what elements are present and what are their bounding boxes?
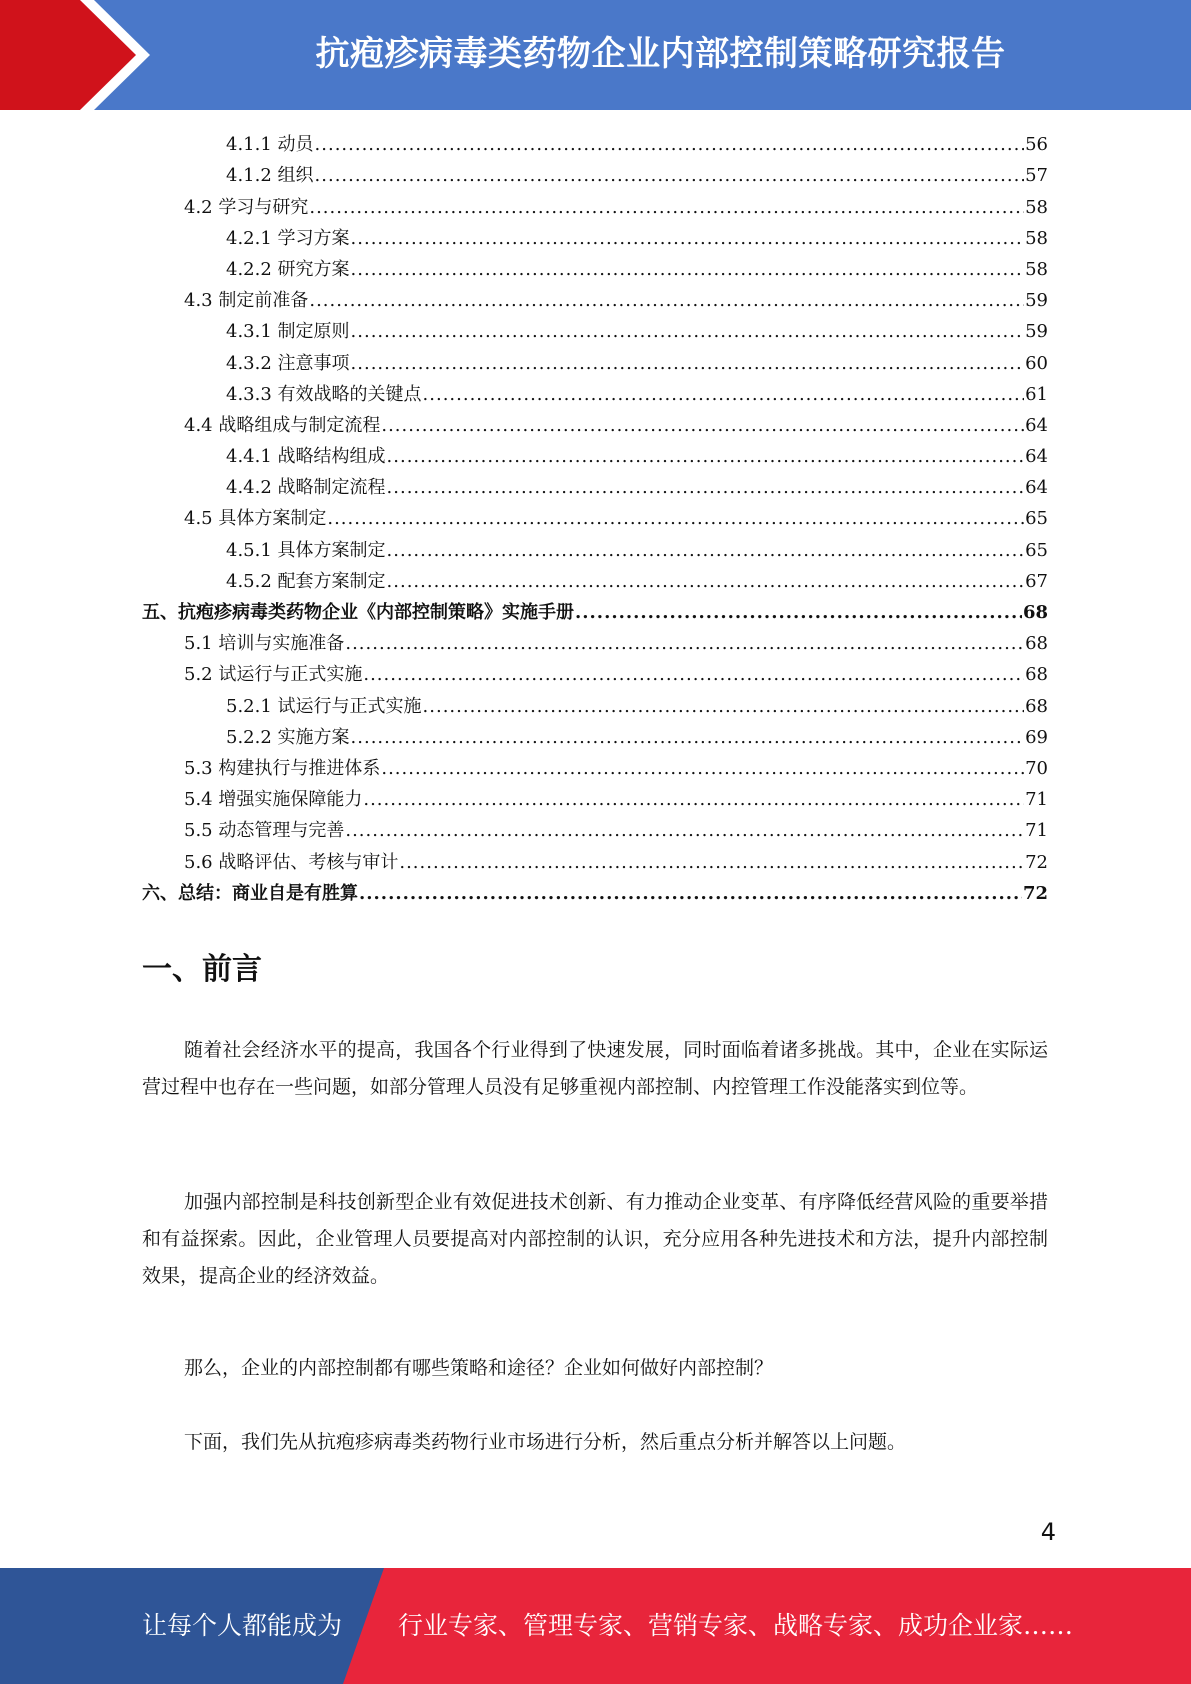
toc-entry[interactable] xyxy=(142,222,1048,253)
footer-slogan-left: 让每个人都能成为 xyxy=(142,1611,343,1640)
toc-entry[interactable] xyxy=(142,502,1048,533)
toc-leader-dots xyxy=(359,883,1022,905)
toc-entry[interactable] xyxy=(142,627,1048,658)
toc-entry-page: 67 xyxy=(1025,570,1048,592)
intro-paragraph-4: 下面，我们先从抗疱疹病毒类药物行业市场进行分析，然后重点分析并解答以上问题。 xyxy=(184,1431,907,1453)
toc-leader-dots xyxy=(351,321,1025,343)
toc-leader-dots xyxy=(315,165,1025,187)
page-header xyxy=(0,0,1191,110)
toc-entry[interactable] xyxy=(142,658,1048,689)
toc-entry-label: 4.2.1 学习方案 xyxy=(226,227,350,249)
toc-entry-label: 5.2.2 实施方案 xyxy=(226,726,350,748)
toc-entry-label: 5.3 构建执行与推进体系 xyxy=(184,757,381,779)
toc-entry[interactable] xyxy=(142,284,1048,315)
toc-entry-page: 72 xyxy=(1025,851,1048,873)
section-heading: 一、前言 xyxy=(142,952,262,987)
toc-entry[interactable] xyxy=(142,877,1048,908)
toc-entry-page: 59 xyxy=(1025,290,1048,312)
toc-entry-page: 58 xyxy=(1025,196,1048,218)
toc-leader-dots xyxy=(399,852,1024,874)
toc-leader-dots xyxy=(309,290,1024,312)
toc-entry-label: 5.1 培训与实施准备 xyxy=(184,633,345,655)
toc-leader-dots xyxy=(351,259,1025,281)
toc-entry-page: 64 xyxy=(1025,446,1048,468)
intro-paragraph-1: 随着社会经济水平的提高，我国各个行业得到了快速发展，同时面临着诸多挑战。其中，企业在实际运营过程中也存在一些问题，如部分管理人员没有足够重视内部控制、内控管理工作没能落实到位等。 xyxy=(142,1039,1048,1098)
toc-entry[interactable] xyxy=(142,565,1048,596)
toc-leader-dots xyxy=(387,571,1025,593)
toc-entry-page: 64 xyxy=(1025,414,1048,436)
toc-leader-dots xyxy=(423,696,1025,718)
toc-entry[interactable] xyxy=(142,471,1048,502)
toc-leader-dots xyxy=(387,446,1025,468)
toc-entry-label: 六、总结：商业自是有胜算 xyxy=(142,882,358,904)
toc-leader-dots xyxy=(351,353,1025,375)
toc-leader-dots xyxy=(381,415,1024,437)
toc-leader-dots xyxy=(363,789,1024,811)
toc-entry[interactable] xyxy=(142,315,1048,346)
toc-entry[interactable] xyxy=(142,845,1048,876)
toc-entry-label: 5.2.1 试运行与正式实施 xyxy=(226,695,422,717)
table-of-contents xyxy=(142,128,1048,908)
toc-entry-page: 59 xyxy=(1025,321,1048,343)
toc-entry-label: 4.3.3 有效战略的关键点 xyxy=(226,383,422,405)
toc-leader-dots xyxy=(387,540,1025,562)
toc-leader-dots xyxy=(423,384,1025,406)
toc-entry-page: 71 xyxy=(1025,820,1048,842)
toc-entry[interactable] xyxy=(142,190,1048,221)
toc-entry-label: 五、抗疱疹病毒类药物企业《内部控制策略》实施手册 xyxy=(142,602,574,623)
page-footer xyxy=(0,1568,1191,1684)
toc-entry-label: 4.1.1 动员 xyxy=(226,134,314,156)
toc-entry[interactable] xyxy=(142,253,1048,284)
toc-entry-label: 4.2.2 研究方案 xyxy=(226,258,350,280)
toc-entry[interactable] xyxy=(142,689,1048,720)
toc-entry[interactable] xyxy=(142,752,1048,783)
toc-entry-label: 4.5.1 具体方案制定 xyxy=(226,539,386,561)
toc-entry[interactable] xyxy=(142,128,1048,159)
toc-entry-page: 60 xyxy=(1025,352,1048,374)
toc-entry-label: 4.3 制定前准备 xyxy=(184,290,309,312)
toc-entry-page: 71 xyxy=(1025,789,1048,811)
toc-entry-label: 4.4.2 战略制定流程 xyxy=(226,477,386,499)
toc-leader-dots xyxy=(309,197,1024,219)
toc-entry[interactable] xyxy=(142,814,1048,845)
page-number: 4 xyxy=(1040,1518,1056,1546)
toc-leader-dots xyxy=(381,758,1024,780)
toc-leader-dots xyxy=(351,727,1025,749)
toc-entry-label: 4.4 战略组成与制定流程 xyxy=(184,414,381,436)
toc-entry-label: 5.2 试运行与正式实施 xyxy=(184,664,363,686)
toc-entry-page: 57 xyxy=(1025,165,1048,187)
toc-entry-label: 5.6 战略评估、考核与审计 xyxy=(184,851,399,873)
intro-paragraph-3: 那么，企业的内部控制都有哪些策略和途径？企业如何做好内部控制？ xyxy=(184,1357,774,1379)
toc-entry-page: 64 xyxy=(1025,477,1048,499)
toc-entry-page: 68 xyxy=(1022,602,1048,623)
toc-entry-page: 58 xyxy=(1025,227,1048,249)
footer-slogan-right: 行业专家、管理专家、营销专家、战略专家、成功企业家…… xyxy=(398,1611,1074,1640)
toc-entry[interactable] xyxy=(142,378,1048,409)
toc-entry[interactable] xyxy=(142,783,1048,814)
toc-entry-page: 65 xyxy=(1025,508,1048,530)
toc-entry-page: 69 xyxy=(1025,726,1048,748)
toc-entry[interactable] xyxy=(142,721,1048,752)
toc-entry[interactable] xyxy=(142,533,1048,564)
toc-leader-dots xyxy=(575,602,1022,624)
toc-entry-page: 72 xyxy=(1022,882,1048,904)
toc-entry-page: 68 xyxy=(1025,695,1048,717)
toc-entry-page: 65 xyxy=(1025,539,1048,561)
toc-entry-label: 4.3.1 制定原则 xyxy=(226,321,350,343)
toc-leader-dots xyxy=(345,633,1024,655)
toc-entry[interactable] xyxy=(142,159,1048,190)
toc-entry-page: 58 xyxy=(1025,258,1048,280)
toc-entry-page: 68 xyxy=(1025,633,1048,655)
toc-leader-dots xyxy=(345,820,1024,842)
toc-leader-dots xyxy=(387,477,1025,499)
toc-entry[interactable] xyxy=(142,346,1048,377)
toc-entry-label: 4.3.2 注意事项 xyxy=(226,352,350,374)
toc-leader-dots xyxy=(363,664,1024,686)
toc-entry-label: 5.5 动态管理与完善 xyxy=(184,820,345,842)
intro-paragraph-2: 加强内部控制是科技创新型企业有效促进技术创新、有力推动企业变革、有序降低经营风险的重要举措和有益探索。因此，企业管理人员要提高对内部控制的认识，充分应用各种先进技术和方法，提升内部控制效果，提高企业的经济效益。 xyxy=(142,1191,1048,1287)
toc-entry-label: 4.1.2 组织 xyxy=(226,165,314,187)
toc-entry-label: 4.5.2 配套方案制定 xyxy=(226,570,386,592)
toc-leader-dots xyxy=(351,228,1025,250)
toc-entry-label: 5.4 增强实施保障能力 xyxy=(184,789,363,811)
report-title: 抗疱疹病毒类药物企业内部控制策略研究报告 xyxy=(315,34,1006,74)
toc-entry-label: 4.5 具体方案制定 xyxy=(184,508,327,530)
toc-entry-page: 56 xyxy=(1025,134,1048,156)
toc-entry-page: 61 xyxy=(1025,383,1048,405)
toc-entry-page: 70 xyxy=(1025,757,1048,779)
toc-entry[interactable] xyxy=(142,409,1048,440)
toc-entry[interactable] xyxy=(142,596,1048,627)
toc-entry-label: 4.4.1 战略结构组成 xyxy=(226,446,386,468)
toc-entry-label: 4.2 学习与研究 xyxy=(184,196,309,218)
toc-leader-dots xyxy=(315,134,1025,156)
toc-entry-page: 68 xyxy=(1025,664,1048,686)
toc-leader-dots xyxy=(327,508,1024,530)
toc-entry[interactable] xyxy=(142,440,1048,471)
